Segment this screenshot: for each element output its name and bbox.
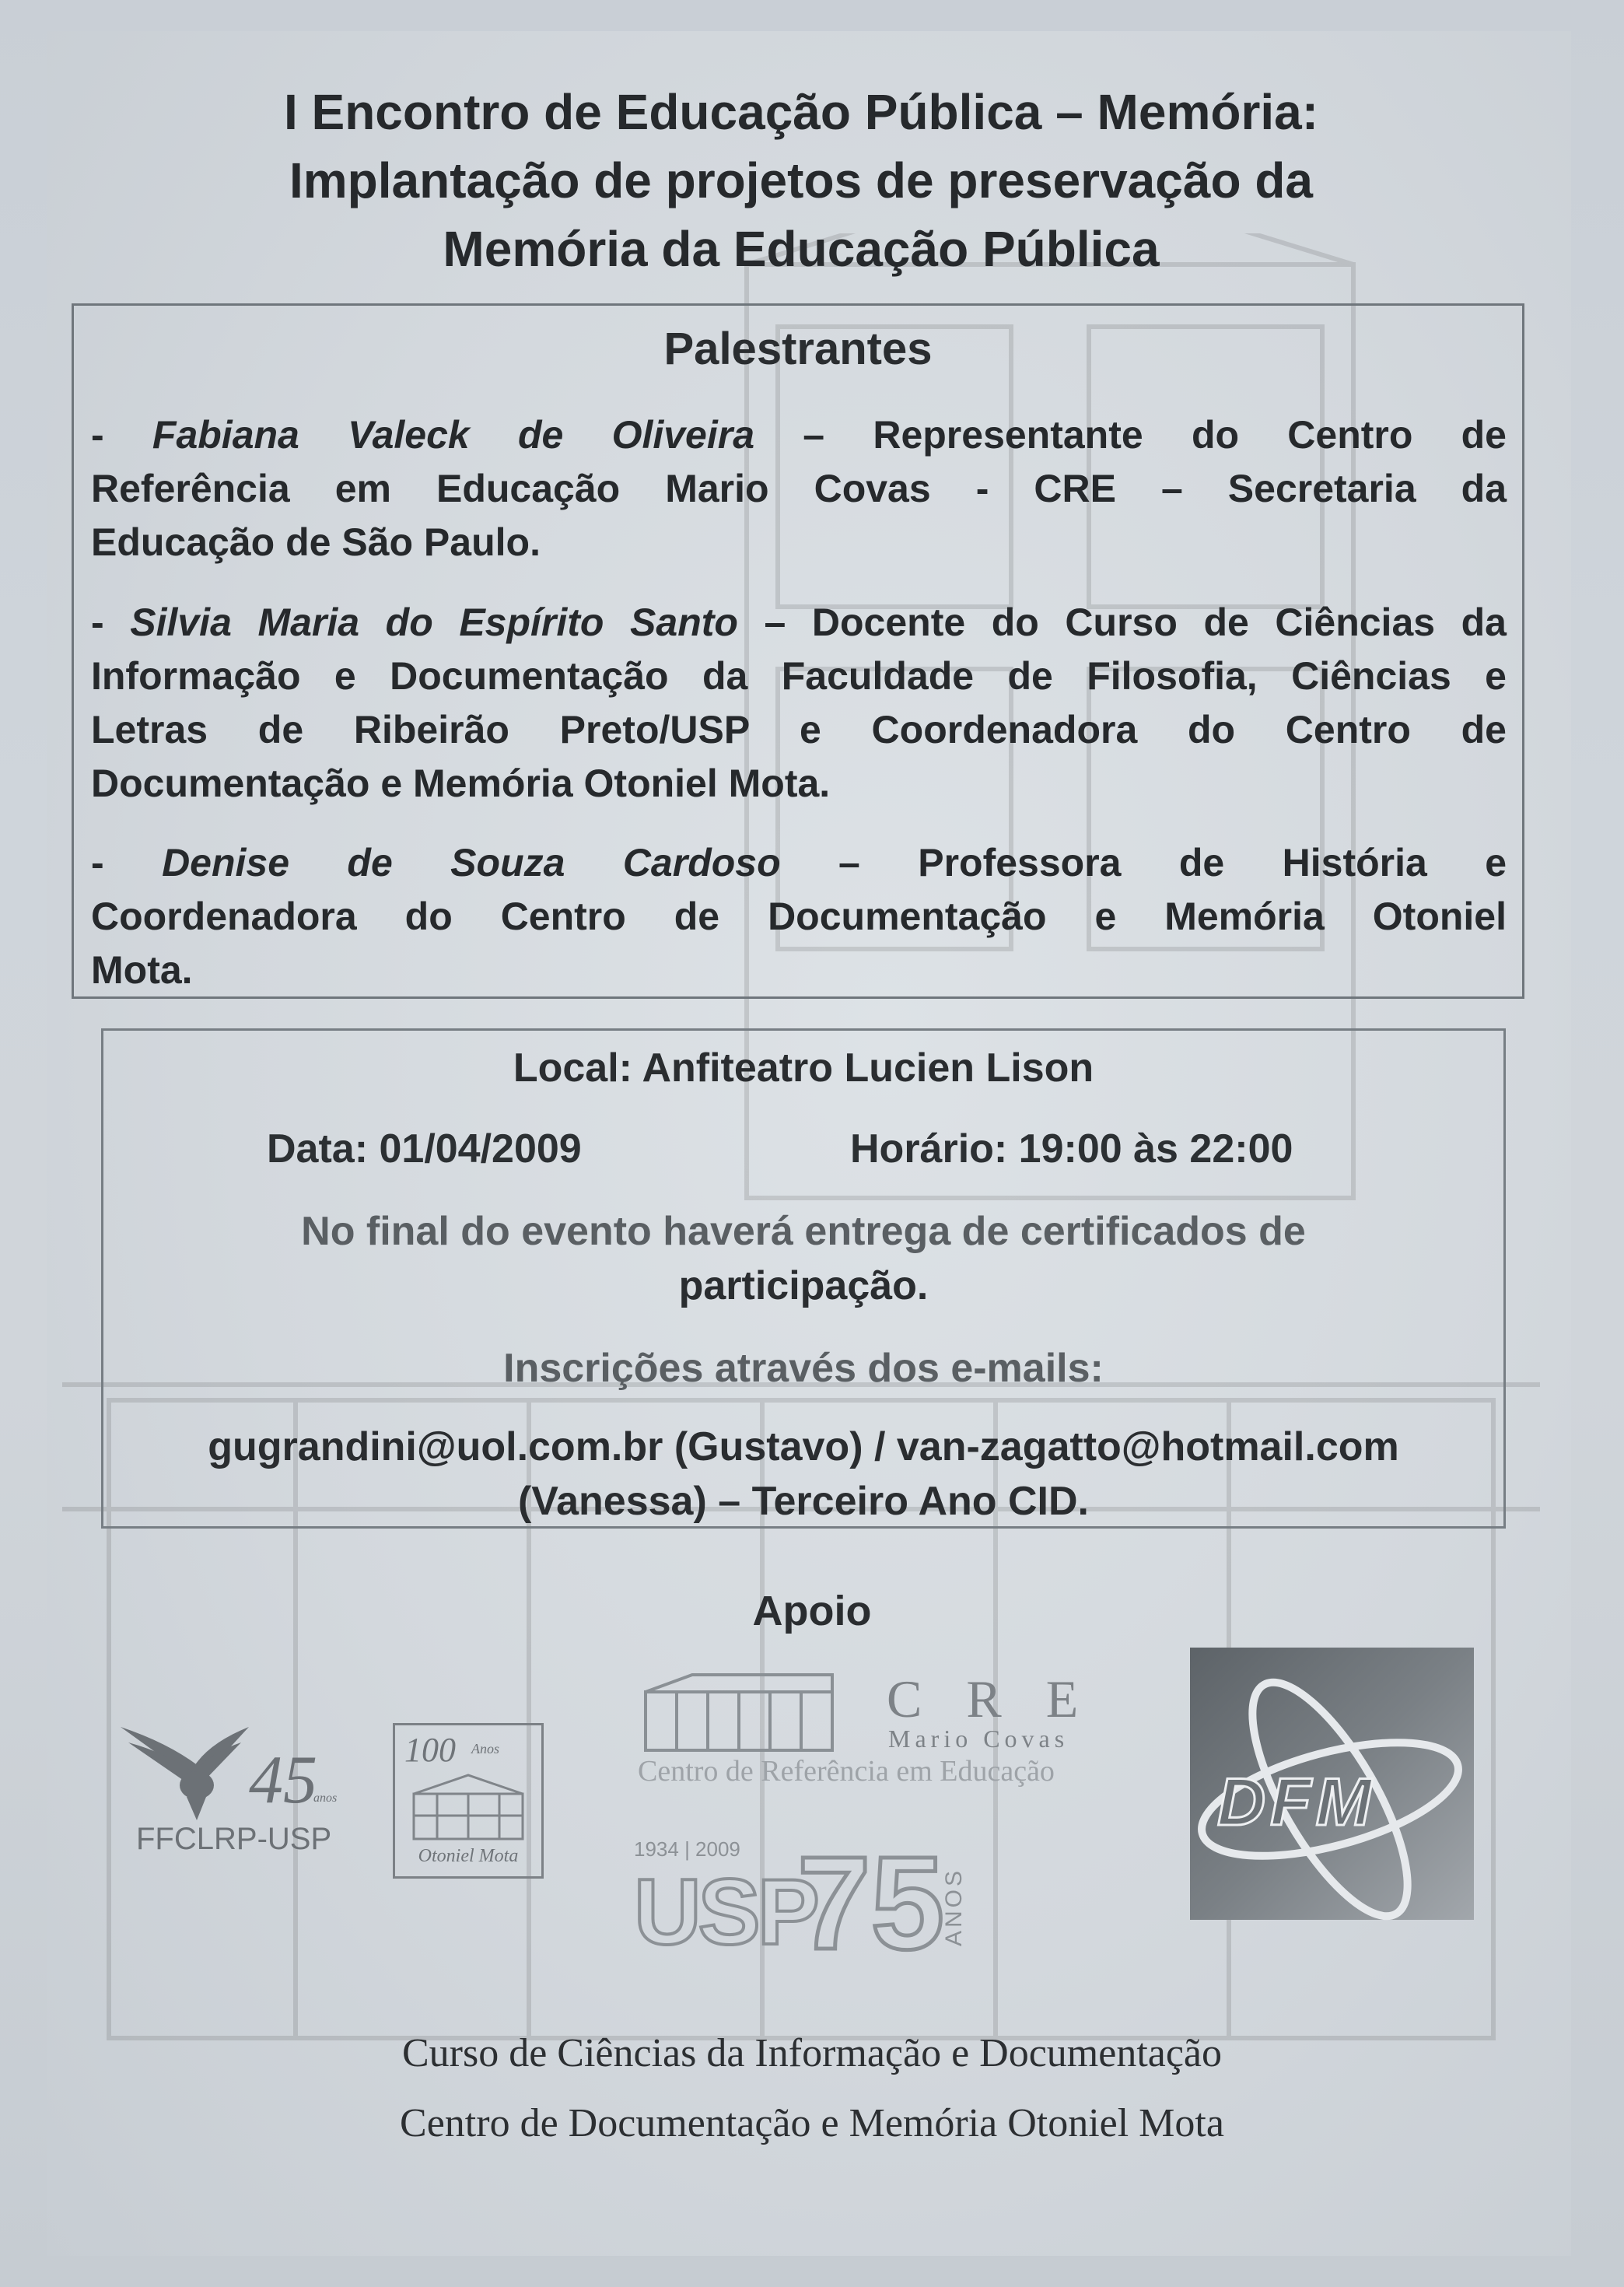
speaker-role: – Professora de História e: [780, 841, 1507, 884]
event-time: Horário: 19:00 às 22:00: [850, 1126, 1293, 1172]
event-date: Data: 01/04/2009: [267, 1126, 582, 1172]
cre-subtitle: Mario Covas: [888, 1725, 1069, 1753]
school-building-icon: [406, 1770, 530, 1842]
otoniel-years-label: Anos: [471, 1741, 499, 1756]
speaker-prefix: -: [91, 841, 163, 884]
title-line-1: I Encontro de Educação Pública – Memória:: [283, 84, 1319, 140]
speaker-text-line: Coordenadora do Centro de Documentação e Memória Otoniel: [91, 895, 1507, 938]
registration-emails-line-1: gugrandini@uol.com.br (Gustavo) / van-zagatto@hotmail.com: [208, 1424, 1399, 1469]
registration-label: Inscrições através dos e-mails:: [503, 1346, 1104, 1391]
certificates-line-1: No final do evento haverá entrega de certificados de: [301, 1209, 1306, 1254]
speaker-name: Silvia Maria do Espírito Santo: [130, 601, 738, 644]
usp-75-anos-logo: [634, 1830, 1023, 1985]
usp-years-range: 1934 | 2009: [634, 1837, 740, 1861]
speaker-text-line: Informação e Documentação da Faculdade de Filosofia, Ciências e: [91, 654, 1507, 698]
ffclrp-years-number: 45: [249, 1742, 317, 1818]
cre-mario-covas-logo: [638, 1669, 1136, 1793]
speaker-entry-3: [91, 836, 1507, 997]
otoniel-label: Otoniel Mota: [418, 1846, 519, 1866]
footer-center-name: Centro de Documentação e Memória Otoniel Mota: [400, 2101, 1224, 2145]
dfm-logo: [1174, 1648, 1474, 1959]
speakers-heading: Palestrantes: [663, 324, 933, 374]
ffclrp-years-label: anos: [313, 1791, 338, 1805]
speaker-text-line: Mota.: [91, 948, 193, 992]
certificates-line-2: participação.: [678, 1263, 929, 1308]
ffclrp-usp-logo: [113, 1711, 346, 1867]
speakers-box: [72, 303, 1524, 999]
ffclrp-label: FFCLRP-USP: [136, 1822, 332, 1856]
support-heading: Apoio: [752, 1588, 872, 1634]
event-title: [117, 78, 1486, 283]
speaker-entry-2: [91, 596, 1507, 811]
cre-letters: C R E: [887, 1669, 1094, 1728]
speaker-text-line: Letras de Ribeirão Preto/USP e Coordenadora do Centro de: [91, 708, 1507, 751]
speaker-name: Fabiana Valeck de Oliveira: [152, 413, 755, 457]
event-location: Local: Anfiteatro Lucien Lison: [513, 1045, 1094, 1091]
speaker-prefix: -: [91, 413, 152, 457]
speaker-text-line: Documentação e Memória Otoniel Mota.: [91, 762, 831, 805]
speaker-role: – Docente do Curso de Ciências da: [737, 601, 1507, 644]
speaker-text-line: Educação de São Paulo.: [91, 520, 541, 564]
footer-course-name: Curso de Ciências da Informação e Documentação: [401, 2031, 1222, 2075]
speaker-entry-1: [91, 408, 1507, 569]
speaker-name: Denise de Souza Cardoso: [162, 841, 781, 884]
cre-caption: Centro de Referência em Educação: [638, 1755, 1055, 1788]
usp-anniversary-number: 75: [797, 1830, 945, 1977]
registration-emails-line-2: (Vanessa) – Terceiro Ano CID.: [517, 1479, 1090, 1524]
cre-building-icon: [638, 1669, 840, 1754]
dfm-text: DFM: [1217, 1765, 1377, 1840]
title-line-2: Implantação de projetos de preservação da: [289, 152, 1314, 208]
usp-anos-label: ANOS: [941, 1867, 967, 1946]
usp-text: USP: [634, 1860, 817, 1964]
otoniel-mota-100-anos-logo: [393, 1723, 544, 1879]
title-line-3: Memória da Educação Pública: [443, 221, 1160, 277]
event-details-box: [101, 1028, 1506, 1529]
otoniel-years-number: 100: [404, 1731, 456, 1769]
speaker-text-line: Referência em Educação Mario Covas - CRE – Secretaria da: [91, 467, 1507, 510]
speaker-prefix: -: [91, 601, 131, 644]
speaker-role: – Representante do Centro de: [754, 413, 1507, 457]
